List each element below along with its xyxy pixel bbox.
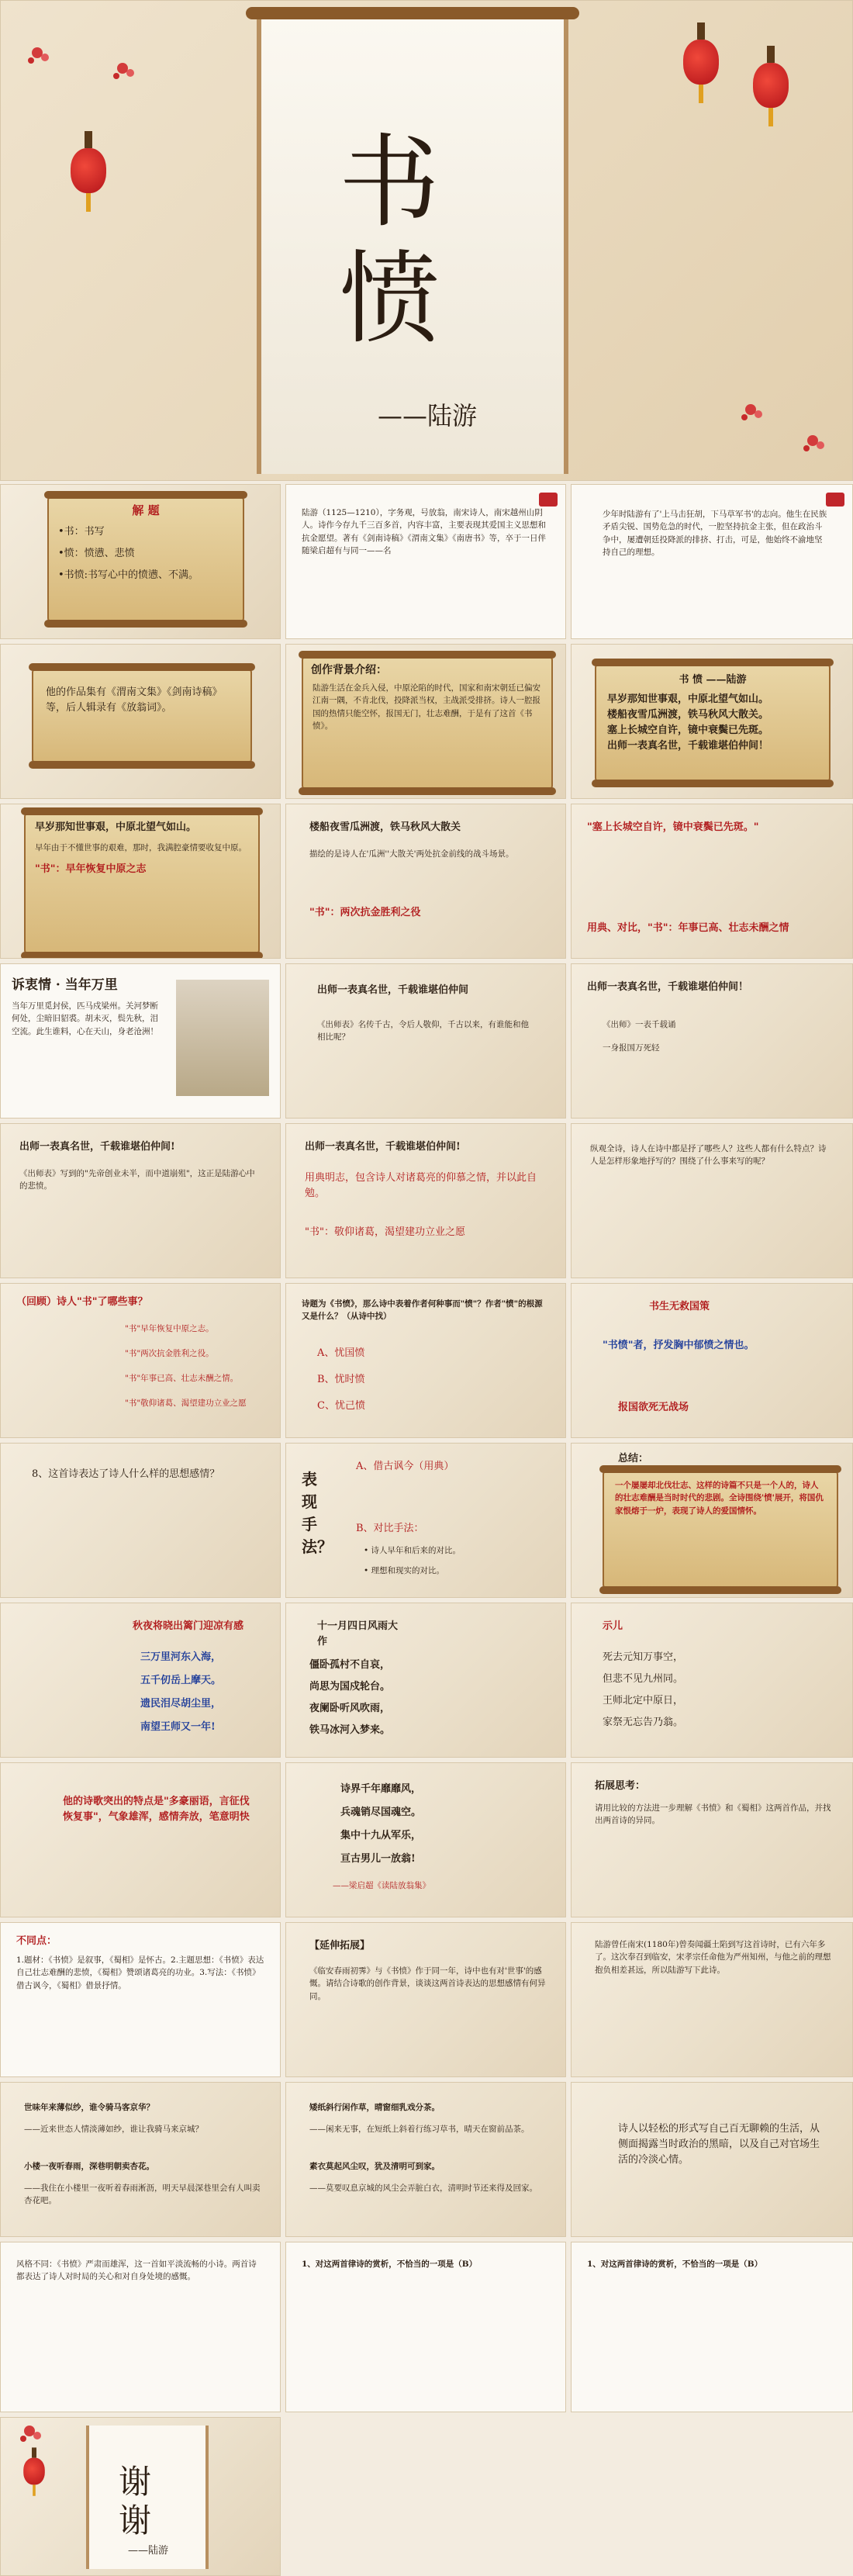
analysis-line: 楼船夜雪瓜洲渡，铁马秋风大散关 [309, 821, 461, 833]
technique-line: • 理想和现实的对比。 [364, 1566, 445, 1575]
poem-line: 五千仞岳上摩天。 [140, 1675, 222, 1686]
poem-line: 但悲不见九州同。 [603, 1673, 684, 1685]
liang-line: 集中十九从军乐， [340, 1830, 422, 1841]
chushi-line: 《出师》一表千载诵 [603, 1020, 676, 1029]
jieti-item: •书：书写 [58, 526, 105, 538]
poem-line: 夜阑卧听风吹雨， [309, 1703, 391, 1714]
chushi-line: "书"：敬仰诸葛，渴望建功立业之愿 [305, 1226, 465, 1238]
slide-summary [571, 1443, 853, 1598]
technique-line: A、借古讽今（用典） [356, 1461, 454, 1472]
slide-line1 [0, 804, 281, 959]
chushi-line: 《出师表》名传千古，令后人敬仰，千古以来，有谁能和他相比呢？ [317, 1020, 529, 1043]
anger-option: B、忧时愤 [317, 1374, 365, 1385]
slide-poem [571, 644, 853, 799]
calligraphy-line: 书生无救国策 [649, 1301, 710, 1312]
plum-blossom-icon [807, 435, 818, 446]
extension-text: 《临安春雨初霁》与《书愤》作于同一年，诗中也有对'世事'的感慨。请结合诗歌的创作背景，谈谈这两首诗表达的思想感情有何异同。 [309, 1966, 546, 2001]
slide-calligraphy [571, 1283, 853, 1438]
slide-anger-source [285, 1283, 566, 1438]
features-text: 他的诗歌突出的特点是"多豪丽语，言征伐恢复事"，气象雄浑，感情奔放，笔意明快 [63, 1796, 250, 1824]
slide-poem-autumn [0, 1603, 281, 1758]
liang-source: ——梁启超《读陆放翁集》 [333, 1881, 430, 1890]
slide-poem-storm [285, 1603, 566, 1758]
slide-thanks [0, 2417, 281, 2576]
linan-line: ——近来世态人情淡薄如纱，谁让我骑马来京城？ [24, 2125, 203, 2134]
thanks-title-2: 谢 [119, 2502, 152, 2540]
chushi-line: 用典明志，包含诗人对诸葛亮的仰慕之情，并以此自勉。 [305, 1172, 537, 1200]
poem-title: 秋夜将晓出篱门迎凉有感 [133, 1620, 244, 1632]
poem-line: 僵卧孤村不自哀， [309, 1659, 391, 1671]
chushi-heading: 出师一表真名世，千载谁堪伯仲间！ [587, 981, 749, 993]
thanks-author: ——陆游 [128, 2545, 169, 2557]
thanks-title-1: 谢 [119, 2463, 152, 2501]
slide-extension [285, 1922, 566, 2077]
review-line: "书"早年恢复中原之志。 [125, 1324, 214, 1333]
thanks-scroll [86, 2426, 209, 2569]
technique-line: • 诗人早年和后来的对比。 [364, 1546, 461, 1555]
anger-option: A、忧国愤 [317, 1347, 365, 1359]
seal-icon [826, 493, 844, 507]
chushi-text: 《出师表》写到的"先帝创业未半，而中道崩殂"，这正是陆游心中的悲愤。 [19, 1169, 255, 1191]
background-heading: 创作背景介绍： [311, 664, 387, 676]
anger-question: 诗题为《书愤》，那么诗中表着作者何种事而"愤"？作者"愤"的根源又是什么？（从诗中找） [302, 1299, 543, 1322]
analysis-line: 早岁那知世事艰，中原北望气如山。 [35, 821, 197, 833]
poem-line: 尚思为国戍轮台。 [309, 1681, 391, 1693]
slide-differences [0, 1922, 281, 2077]
linan-line: 素衣莫起风尘叹，犹及清明可到家。 [309, 2162, 440, 2171]
linan-line: ——闲来无事，在短纸上斜着行练习草书，晴天在窗前品茶。 [309, 2125, 530, 2134]
slide-liang-poem [285, 1762, 566, 1917]
jieti-item: •愤：愤懑、悲愤 [58, 548, 135, 560]
slide-linan-analysis [571, 2082, 853, 2237]
cover-title-2: 愤 [339, 240, 440, 358]
slide-features [0, 1762, 281, 1917]
cover-author: ——陆游 [378, 401, 478, 430]
slide-jieti [0, 484, 281, 639]
slide-author-intro [285, 484, 566, 639]
scroll-rod-top [246, 7, 579, 19]
extend-text: 请用比较的方法进一步理解《书愤》和《蜀相》这两首作品，并找出两首诗的异同。 [595, 1803, 831, 1826]
slide-question [571, 1123, 853, 1278]
differences-heading: 不同点： [16, 1935, 57, 1947]
slide-quiz-1 [285, 2242, 566, 2412]
linan-line: 世味年来薄似纱，谁令骑马客京华？ [24, 2103, 154, 2112]
poem-line: 三万里河东入海， [140, 1651, 222, 1663]
linan-line: ——莫要叹息京城的风尘会弄脏白衣，清明时节还来得及回家。 [309, 2184, 537, 2193]
slide-background [285, 644, 566, 799]
lantern-icon [23, 2458, 45, 2485]
poem-line: 楼船夜雪瓜洲渡，铁马秋风大散关。 [607, 709, 769, 721]
chushi-heading: 出师一表真名世，千载谁堪伯仲间! [19, 1141, 175, 1153]
slide-q8 [0, 1443, 281, 1598]
slide-chushi-3 [0, 1123, 281, 1278]
poem-line: 死去元知万事空， [603, 1651, 684, 1663]
slide-chushi-1 [285, 963, 566, 1119]
liang-line: 亘古男儿一放翁! [340, 1853, 416, 1865]
slide-chushi-2 [571, 963, 853, 1119]
analysis-line: "塞上长城空自许，镜中衰鬓已先斑。" [587, 821, 759, 833]
poem-line: 出师一表真名世，千载谁堪伯仲间！ [607, 740, 769, 752]
suzhongqing-text: 当年万里觅封侯，匹马戍梁州。关河梦断何处，尘暗旧貂裘。胡未灭，鬓先秋，泪空流。此生谁料，心在天山，身老沧洲！ [12, 1001, 158, 1036]
review-line: "书"敬仰诸葛、渴望建功立业之愿 [125, 1399, 247, 1408]
poem-line: 铁马冰河入梦来。 [309, 1724, 391, 1736]
poem-title: 十一月四日风雨大作 [317, 1620, 399, 1648]
cover-title-1: 书 [339, 123, 440, 241]
technique-heading: 表现手法？ [302, 1470, 333, 1556]
review-heading: （回顾）诗人"书"了哪些事？ [16, 1296, 148, 1308]
extend-heading: 拓展思考： [595, 1780, 646, 1792]
chushi-heading: 出师一表真名世，千载谁堪伯仲间! [305, 1141, 461, 1153]
scroll-box [47, 496, 244, 623]
lantern-icon [683, 40, 719, 85]
poem-line: 王师北定中原日， [603, 1695, 684, 1706]
slide-linan-2 [285, 2082, 566, 2237]
liang-line: 兵魂销尽国魂空。 [340, 1807, 422, 1818]
poem-line: 早岁那知世事艰，中原北望气如山。 [607, 693, 769, 705]
q8-text: 8、这首诗表达了诗人什么样的思想感情？ [32, 1468, 220, 1480]
quiz-text: 1、对这两首律诗的赏析，不恰当的一项是（B） [587, 2260, 763, 2269]
calligraphy-line: "书愤"者，抒发胸中郁愤之情也。 [603, 1340, 755, 1351]
analysis-line: "书"：早年恢复中原之志 [35, 863, 147, 876]
painting-image [176, 980, 269, 1096]
plum-blossom-icon [117, 63, 128, 74]
works-text: 他的作品集有《渭南文集》《剑南诗稿》等，后人辑录有《放翁词》。 [46, 686, 223, 714]
plum-blossom-icon [32, 47, 43, 58]
slide-suzhongqing [0, 963, 281, 1119]
slide-line2 [285, 804, 566, 959]
calligraphy-line: 报国欲死无战场 [618, 1402, 689, 1413]
quiz-text: 1、对这两首律诗的赏析，不恰当的一项是（B） [302, 2260, 478, 2269]
jieti-heading: 解 题 [132, 503, 160, 517]
style-text: 风格不同：《书愤》严肃而雄浑，这一首如平淡流畅的小诗。两首诗都表达了诗人对时局的关心和对自身处境的感慨。 [16, 2260, 257, 2282]
liang-line: 诗界千年靡靡风， [340, 1783, 422, 1795]
suzhongqing-heading: 诉衷情 · 当年万里 [12, 977, 118, 993]
cover-slide [0, 0, 853, 481]
slide-context [571, 1922, 853, 2077]
poem-title: 示儿 [603, 1620, 623, 1632]
scroll-box [603, 1470, 838, 1589]
review-line: "书"年事已高、壮志未酬之情。 [125, 1374, 239, 1383]
poem-line: 家祭无忘告乃翁。 [603, 1717, 684, 1728]
slide-technique [285, 1443, 566, 1598]
slide-linan-1 [0, 2082, 281, 2237]
analysis-line: 描绘的是诗人在'瓜洲''大散关'两处抗金前线的战斗场景。 [309, 849, 514, 859]
analysis-line: 用典、对比，"书"：年事已高、壮志未酬之情 [587, 922, 789, 934]
slide-style [0, 2242, 281, 2412]
slide-line3 [571, 804, 853, 959]
cover-scroll [257, 16, 568, 474]
analysis-line: "书"：两次抗金胜利之役 [309, 907, 421, 918]
differences-text: 1.题材：《书愤》是叙事，《蜀相》是怀古。2.主题思想：《书愤》表达自己壮志难酬的悲愤，《蜀相》赞颂诸葛亮的功业。3.写法：《书愤》借古讽今，《蜀相》借景抒情。 [16, 1955, 264, 1990]
poem-line: 遗民泪尽胡尘里， [140, 1698, 222, 1710]
scroll-box [24, 812, 260, 955]
scroll-box [302, 655, 553, 790]
slide-youth-ambition [571, 484, 853, 639]
author-intro-text: 陆游（1125—1210），字务观，号放翁，南宋诗人，南宋越州山阴人。诗作今存九千三百多首，内容丰富，主要表现其爱国主义思想和抗金愿望。著有《剑南诗稿》《渭南文集》《南唐书》等，卒于一日伴随梁启超有与同一——名 [302, 508, 546, 555]
poem-line: 南望王师又一年! [140, 1721, 216, 1733]
background-text: 陆游生活在金兵入侵，中原沦陷的时代，国家和南宋朝廷已偏安江南一隅，不肯北伐，投降派当权，主战派受排挤。诗人一腔报国的热情只能空怀，报国无门，壮志难酬，于是有了这首《书愤》。 [313, 683, 540, 731]
question-text: 纵观全诗，诗人在诗中都是抒了哪些人？这些人都有什么特点？诗人是怎样形象地抒写的？围绕了什么事来写的呢？ [590, 1144, 827, 1167]
scroll-box [32, 668, 252, 764]
chushi-line: 一身报国万死轻 [603, 1043, 660, 1053]
poem-line: 塞上长城空自许，镜中衰鬓已先斑。 [607, 724, 769, 737]
slide-works [0, 644, 281, 799]
anger-option: C、忧己愤 [317, 1400, 365, 1412]
technique-line: B、对比手法： [356, 1523, 424, 1534]
analysis-line: 早年由于不懂世事的艰难，那时，我满腔豪情要收复中原。 [35, 843, 247, 853]
summary-text: 一个屡屡却北伐壮志、这样的诗篇不只是一个人的，诗人的壮志难酬是当时时代的悲剧。全诗围绕'愤'展开，将国仇家恨熔于一炉，表现了诗人的爱国情怀。 [615, 1481, 824, 1516]
plum-blossom-icon [745, 404, 756, 415]
slide-quiz-2 [571, 2242, 853, 2412]
scroll-box [595, 663, 831, 783]
youth-ambition-text: 少年时陆游有了'上马击狂胡，下马草军书'的志向。他生在民族矛盾尖锐、国势危急的时代，一腔坚持抗金主张，但在政治斗争中，屡遭朝廷投降派的排挤、打击，可是，他始终不渝地坚持自己的理想。 [603, 510, 827, 557]
linan-analysis-text: 诗人以轻松的形式写自己百无聊赖的生活，从侧面揭露当时政治的黑暗，以及自己对官场生活的冷淡心情。 [618, 2123, 820, 2166]
slide-review [0, 1283, 281, 1438]
seal-icon [539, 493, 558, 507]
poem-heading: 书 愤 ——陆游 [679, 674, 747, 686]
linan-line: 矮纸斜行闲作草，晴窗细乳戏分茶。 [309, 2103, 440, 2112]
plum-blossom-icon [24, 2426, 35, 2436]
linan-line: ——我住在小楼里一夜听着春雨淅沥，明天早晨深巷里会有人叫卖杏花吧。 [24, 2184, 261, 2206]
slide-chushi-4 [285, 1123, 566, 1278]
context-text: 陆游曾任南宋(1180年)曾奏闻疆土陷到写这首诗时，已有六年多了。这次奉召到临安，宋孝宗任命他为严州知州，与他之前的理想抱负相差甚远，所以陆游写下此诗。 [595, 1940, 831, 1975]
lantern-icon [753, 63, 789, 108]
slide-extend-think [571, 1762, 853, 1917]
summary-heading: 总结： [618, 1453, 649, 1464]
slide-poem-shier [571, 1603, 853, 1758]
lantern-icon [71, 148, 106, 193]
chushi-line: 出师一表真名世，千载谁堪伯仲间 [317, 984, 469, 996]
extension-heading: 【延伸拓展】 [309, 1940, 371, 1952]
review-line: "书"两次抗金胜利之役。 [125, 1349, 214, 1358]
linan-line: 小楼一夜听春雨，深巷明朝卖杏花。 [24, 2162, 154, 2171]
jieti-item: •书愤:书写心中的愤懑、不满。 [58, 569, 199, 582]
